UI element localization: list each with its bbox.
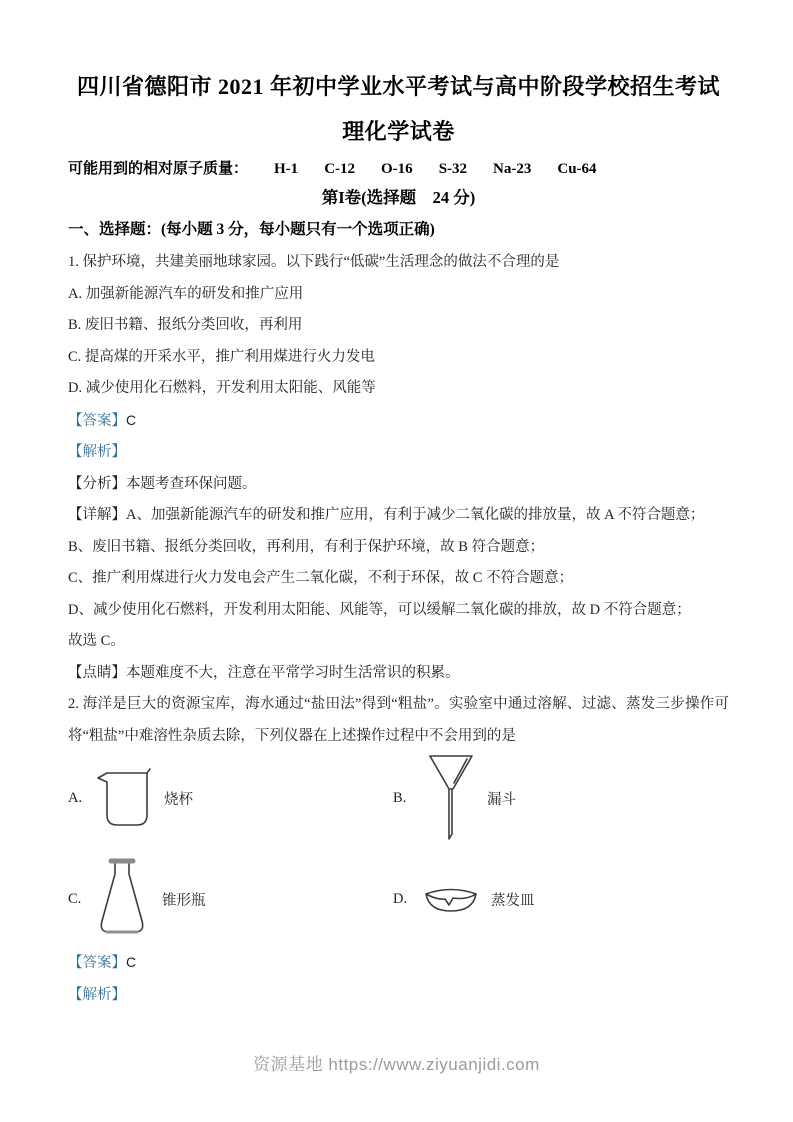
option-b-key: B. bbox=[393, 789, 407, 806]
part1-heading: 第I卷(选择题 24 分) bbox=[321, 188, 476, 207]
question1-conclusion: 故选 C。 bbox=[68, 633, 125, 649]
question2-stem: 2. 海洋是巨大的资源宝库，海水通过“盐田法”得到“粗盐”。实验室中通过溶解、过滤、蒸发三步操作可将“粗盐”中难溶性杂质去除，下列仪器在上述操作过程中不会用到的是 bbox=[68, 696, 729, 744]
question1-answer-value: C bbox=[126, 411, 137, 428]
choice-section-heading: 一、选择题：(每小题 3 分，每小题只有一个选项正确) bbox=[68, 221, 435, 238]
atomic-mass-c: C-12 bbox=[324, 161, 356, 177]
question1-option-c: C. 提高煤的开采水平，推广利用煤进行火力发电 bbox=[68, 348, 375, 365]
atomic-mass-label: 可能用到的相对原子质量： bbox=[68, 161, 249, 177]
exam-title: 四川省德阳市 2021 年初中学业水平考试与高中阶段学校招生考试理化学试卷 bbox=[76, 74, 720, 144]
question2-answer-value: C bbox=[126, 954, 137, 970]
question1-detail-line-b: B、废旧书籍、报纸分类回收，再利用，有利于保护环境，故 B 符合题意； bbox=[68, 538, 545, 555]
evaporating-dish-icon bbox=[423, 884, 479, 916]
atomic-mass-h: H-1 bbox=[274, 161, 299, 177]
option-d-key: D. bbox=[393, 891, 408, 907]
question1-stem: 1. 保护环境，共建美丽地球家园。以下践行“低碳”生活理念的做法不合理的是 bbox=[68, 254, 560, 270]
question2-option-c bbox=[68, 857, 393, 943]
question2-answer-line bbox=[68, 947, 729, 980]
option-d-label: 蒸发皿 bbox=[491, 893, 535, 909]
question1-answer-line bbox=[68, 405, 729, 438]
dianjing-text: 本题难度不大，注意在平常学习时生活常识的积累。 bbox=[126, 664, 460, 681]
question1-option-b: B. 废旧书籍、报纸分类回收，再利用 bbox=[68, 317, 303, 333]
answer-tag-2: 【答案】 bbox=[68, 955, 126, 971]
question2-option-a bbox=[68, 765, 393, 831]
question2-analysis-header bbox=[68, 980, 729, 1012]
dianjing-tag: 【点睛】 bbox=[68, 664, 126, 681]
analysis-tag-2: 【解析】 bbox=[68, 986, 126, 1003]
analysis-tag: 【解析】 bbox=[68, 444, 126, 460]
question1-option-d: D. 减少使用化石燃料，开发利用太阳能、风能等 bbox=[68, 380, 376, 396]
question2-option-b bbox=[393, 753, 516, 843]
atomic-mass-cu: Cu-64 bbox=[557, 161, 597, 177]
equipment-row-1 bbox=[68, 752, 729, 844]
question1-analysis-line bbox=[68, 469, 729, 501]
option-b-label: 漏斗 bbox=[487, 791, 516, 808]
option-c-label: 锥形瓶 bbox=[162, 893, 206, 909]
atomic-mass-line bbox=[68, 158, 729, 180]
question1-tip-line bbox=[68, 658, 729, 690]
beaker-icon bbox=[94, 765, 152, 831]
conical-flask-icon bbox=[94, 857, 150, 943]
question2-option-d bbox=[393, 884, 535, 916]
option-a-key: A. bbox=[68, 789, 83, 806]
question1-option-a: A. 加强新能源汽车的研发和推广应用 bbox=[68, 285, 304, 302]
answer-tag: 【答案】 bbox=[68, 412, 126, 429]
fenxi-text: 本题考查环保问题。 bbox=[126, 475, 257, 492]
equipment-row-2 bbox=[68, 852, 729, 947]
xiangjie-tag: 【详解】 bbox=[68, 507, 126, 523]
atomic-mass-o: O-16 bbox=[381, 161, 413, 177]
question1-detail-line-c: C、推广利用煤进行火力发电会产生二氧化碳，不利于环保，故 C 不符合题意； bbox=[68, 570, 574, 586]
atomic-mass-s: S-32 bbox=[438, 161, 468, 177]
funnel-icon bbox=[427, 753, 475, 843]
question1-analysis-header bbox=[68, 437, 729, 469]
xiangjie-text-a: A、加强新能源汽车的研发和推广应用，有利于减少二氧化碳的排放量，故 A 不符合题意； bbox=[126, 507, 705, 523]
question1-detail-line-a bbox=[68, 500, 729, 532]
atomic-mass-na: Na-23 bbox=[493, 161, 532, 177]
option-c-key: C. bbox=[68, 891, 82, 907]
fenxi-tag: 【分析】 bbox=[68, 475, 126, 492]
option-a-label: 烧杯 bbox=[164, 791, 193, 808]
question1-detail-line-d: D、减少使用化石燃料，开发利用太阳能、风能等，可以缓解二氧化碳的排放，故 D 不符合题意； bbox=[68, 601, 691, 618]
site-watermark: 资源基地 https://www.ziyuanjidi.com bbox=[253, 1055, 540, 1074]
